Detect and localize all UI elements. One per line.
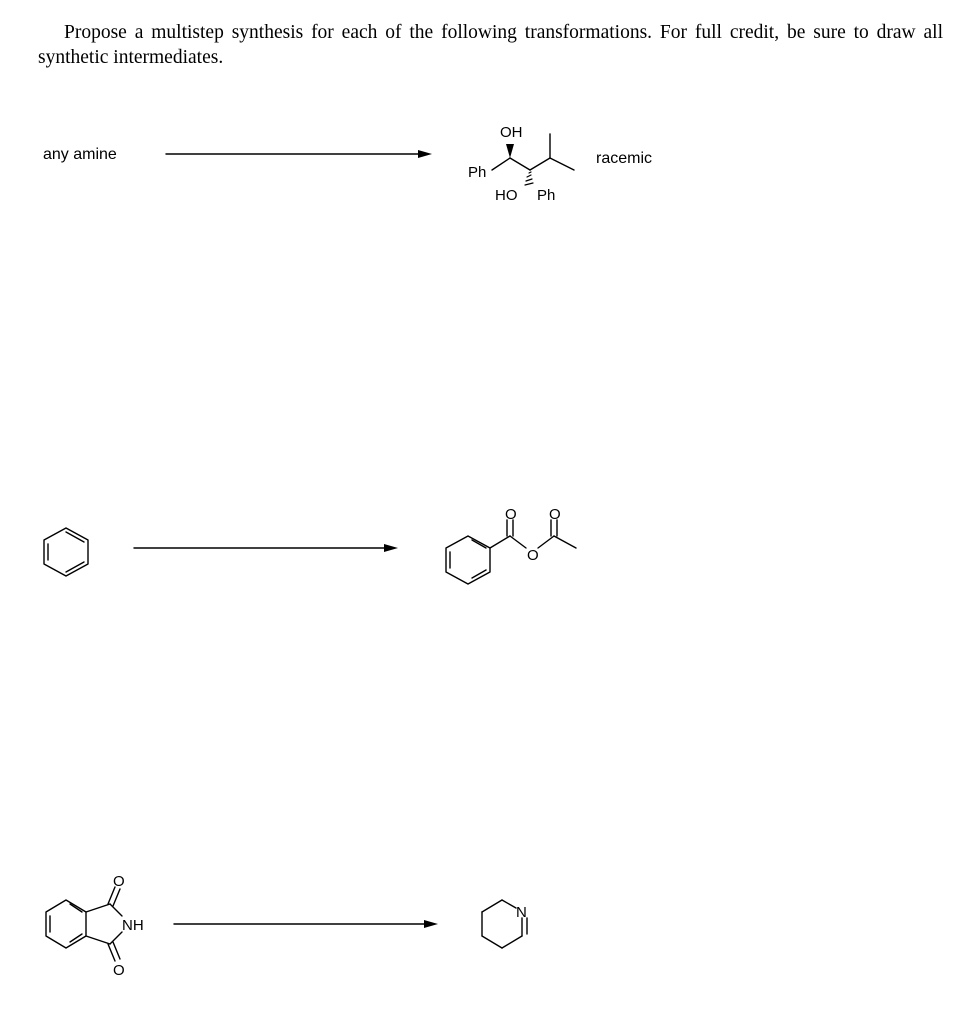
- nh-label: NH: [122, 917, 144, 934]
- diol-product-structure: [492, 134, 574, 185]
- imide-oxygen-label-top: O: [113, 873, 125, 890]
- ph-label-left: Ph: [468, 164, 487, 181]
- carbonyl-oxygen-label-1: O: [505, 506, 517, 523]
- racemic-label: racemic: [596, 150, 653, 167]
- benzoyl-ester-product-structure: [446, 520, 576, 584]
- benzene-structure: [44, 528, 88, 576]
- oh-label: OH: [500, 124, 523, 141]
- reaction-arrow-3: [174, 920, 438, 928]
- reaction-arrow-2: [134, 544, 398, 552]
- nitrogen-label: N: [516, 904, 527, 921]
- ph-label-bottom: Ph: [537, 187, 556, 204]
- carbonyl-oxygen-label-2: O: [549, 506, 561, 523]
- instructions-text: Propose a multistep synthesis for each of the following transformations. For full credit, be sure to draw all synthetic intermediates.: [38, 22, 943, 68]
- phthalimide-structure: [46, 887, 122, 961]
- ester-oxygen-label: O: [527, 547, 539, 564]
- imide-oxygen-label-bottom: O: [113, 962, 125, 979]
- ho-label: HO: [495, 187, 518, 204]
- starting-material-label: any amine: [43, 146, 117, 163]
- reaction-arrow-1: [166, 150, 432, 158]
